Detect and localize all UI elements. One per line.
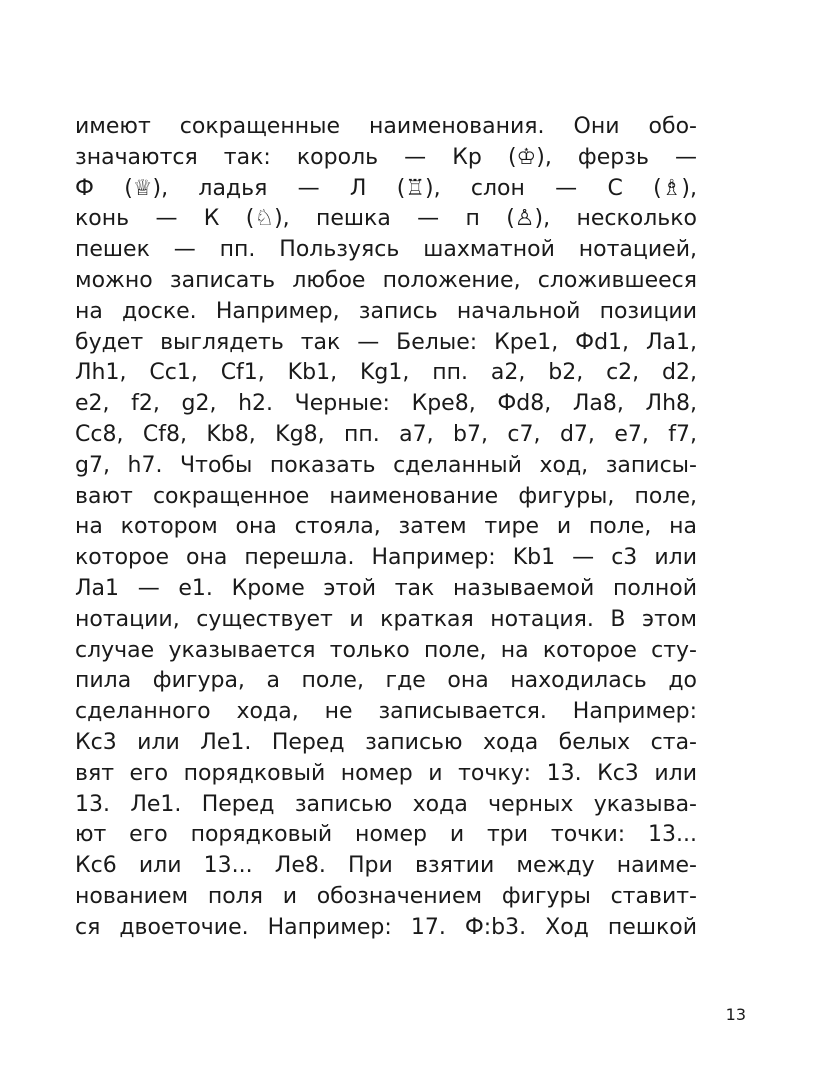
text-line-3: Ф (♕), ладья — Л (♖), слон — С (♗),	[75, 175, 697, 201]
text-line-13: вают сокращенное наименование фигуры, поле,	[75, 483, 697, 509]
text-line-6: можно записать любое положение, сложившееся	[75, 267, 697, 293]
text-line-1: имеют сокращенные наименования. Они обо-	[75, 114, 697, 139]
body-text	[75, 112, 697, 944]
text-line-16: Ла1 — е1. Кроме этой так называемой полной	[75, 575, 697, 601]
text-line-5: пешек — пп. Пользуясь шахматной нотацией,	[75, 237, 697, 263]
text-line-12: g7, h7. Чтобы показать сделанный ход, записы-	[75, 452, 697, 478]
text-line-11: Сс8, Сf8, Kb8, Kg8, пп. а7, b7, с7, d7, е7, f7,	[75, 421, 697, 447]
text-line-27: ся двоеточие. Например: 17. Ф:b3. Ход пешкой	[75, 914, 697, 940]
text-line-9: Лh1, Сс1, Сf1, Kb1, Kg1, пп. а2, b2, с2, d2,	[75, 360, 697, 386]
text-line-23: 13. Ле1. Перед записью хода черных указыва-	[75, 791, 697, 817]
text-line-14: на котором она стояла, затем тире и поле, на	[75, 514, 697, 540]
text-line-17: нотации, существует и краткая нотация. В этом	[75, 606, 697, 632]
text-line-24: ют его порядковый номер и три точки: 13...	[75, 822, 697, 848]
text-line-7: на доске. Например, запись начальной позиции	[75, 298, 697, 324]
text-line-19: пила фигура, а поле, где она находилась до	[75, 668, 697, 694]
text-line-25: Кс6 или 13... Ле8. При взятии между наиме-	[75, 853, 697, 879]
text-line-4: конь — К (♘), пешка — п (♙), несколько	[75, 206, 697, 232]
text-line-22: вят его порядковый номер и точку: 13. Кс3 или	[75, 760, 697, 786]
text-line-2: значаются так: король — Кр (♔), ферзь —	[75, 144, 697, 170]
text-line-15: которое она перешла. Например: Kb1 — с3 или	[75, 545, 697, 571]
text-line-21: Кс3 или Ле1. Перед записью хода белых ста-	[75, 729, 697, 755]
text-line-20: сделанного хода, не записывается. Например:	[75, 699, 697, 725]
page-number: 13	[725, 1005, 746, 1024]
text-line-18: случае указывается только поле, на которое сту-	[75, 637, 697, 663]
text-line-10: е2, f2, g2, h2. Черные: Кре8, Фd8, Ла8, Лh8,	[75, 391, 697, 417]
text-line-8: будет выглядеть так — Белые: Кре1, Фd1, Ла1,	[75, 329, 697, 355]
text-line-26: нованием поля и обозначением фигуры ставит-	[75, 883, 697, 909]
